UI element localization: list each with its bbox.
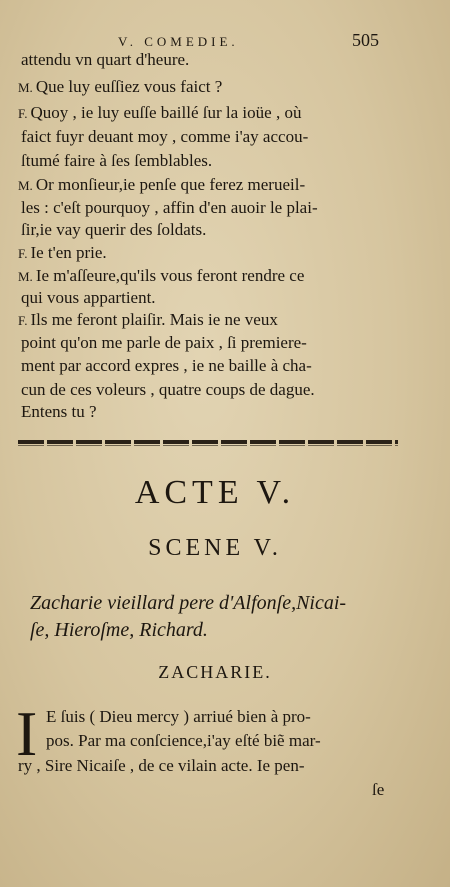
dialogue-line: attendu vn quart d'heure. [21,50,190,69]
dialogue-line: F. Quoy , ie luy euſſe baillé ſur la ioüe , où [18,103,302,122]
characters-line: ſe, Hieroſme, Richard. [30,619,208,641]
drop-cap: I [16,698,38,769]
dialogue-line: cun de ces voleurs , quatre coups de dague. [21,380,315,399]
dialogue-line: ſtumé faire à ſes ſemblables. [21,151,213,170]
speaker-heading: ZACHARIE. [158,662,272,682]
dialogue-line: qui vous appartient. [21,288,156,307]
catchword: ſe [372,780,385,799]
dialogue-line: M. Ie m'aſſeure,qu'ils vous feront rendre ce [18,266,305,285]
dialogue-line: F. Ie t'en prie. [18,243,107,262]
dialogue-line: faict fuyr deuant moy , comme i'ay accou- [21,127,309,146]
scene-title: SCENE V. [148,535,282,561]
ornamental-rule [18,440,398,444]
dialogue-line: les : c'eſt pourquoy , affin d'en auoir le plai- [21,198,318,217]
dialogue-line: M. Que luy euſſiez vous faict ? [18,77,223,96]
dialogue-line: F. Ils me feront plaiſir. Mais ie ne veux [18,310,278,329]
speech-line: ry , Sire Nicaiſe , de ce vilain acte. Ie pen- [18,756,305,775]
dialogue-line: ment par accord expres , ie ne baille à cha- [21,356,312,375]
dialogue-line: Entens tu ? [21,402,97,421]
page-number: 505 [352,30,379,50]
dialogue-line: M. Or monſieur,ie penſe que ferez merueil- [18,175,306,194]
running-title: V. COMEDIE. [118,34,239,49]
dialogue-line: ſir,ie vay querir des ſoldats. [21,220,207,239]
dialogue-line: point qu'on me parle de paix , ſi premiere- [21,333,307,352]
speech-line: E ſuis ( Dieu mercy ) arriué bien à pro- [46,707,311,726]
characters-line: Zacharie vieillard pere d'Alfonſe,Nicai- [30,592,347,614]
ornamental-rule-thin [18,445,398,446]
act-title: ACTE V. [134,474,296,511]
speech-line: pos. Par ma conſcience,i'ay eſté biẽ mar- [46,731,321,750]
